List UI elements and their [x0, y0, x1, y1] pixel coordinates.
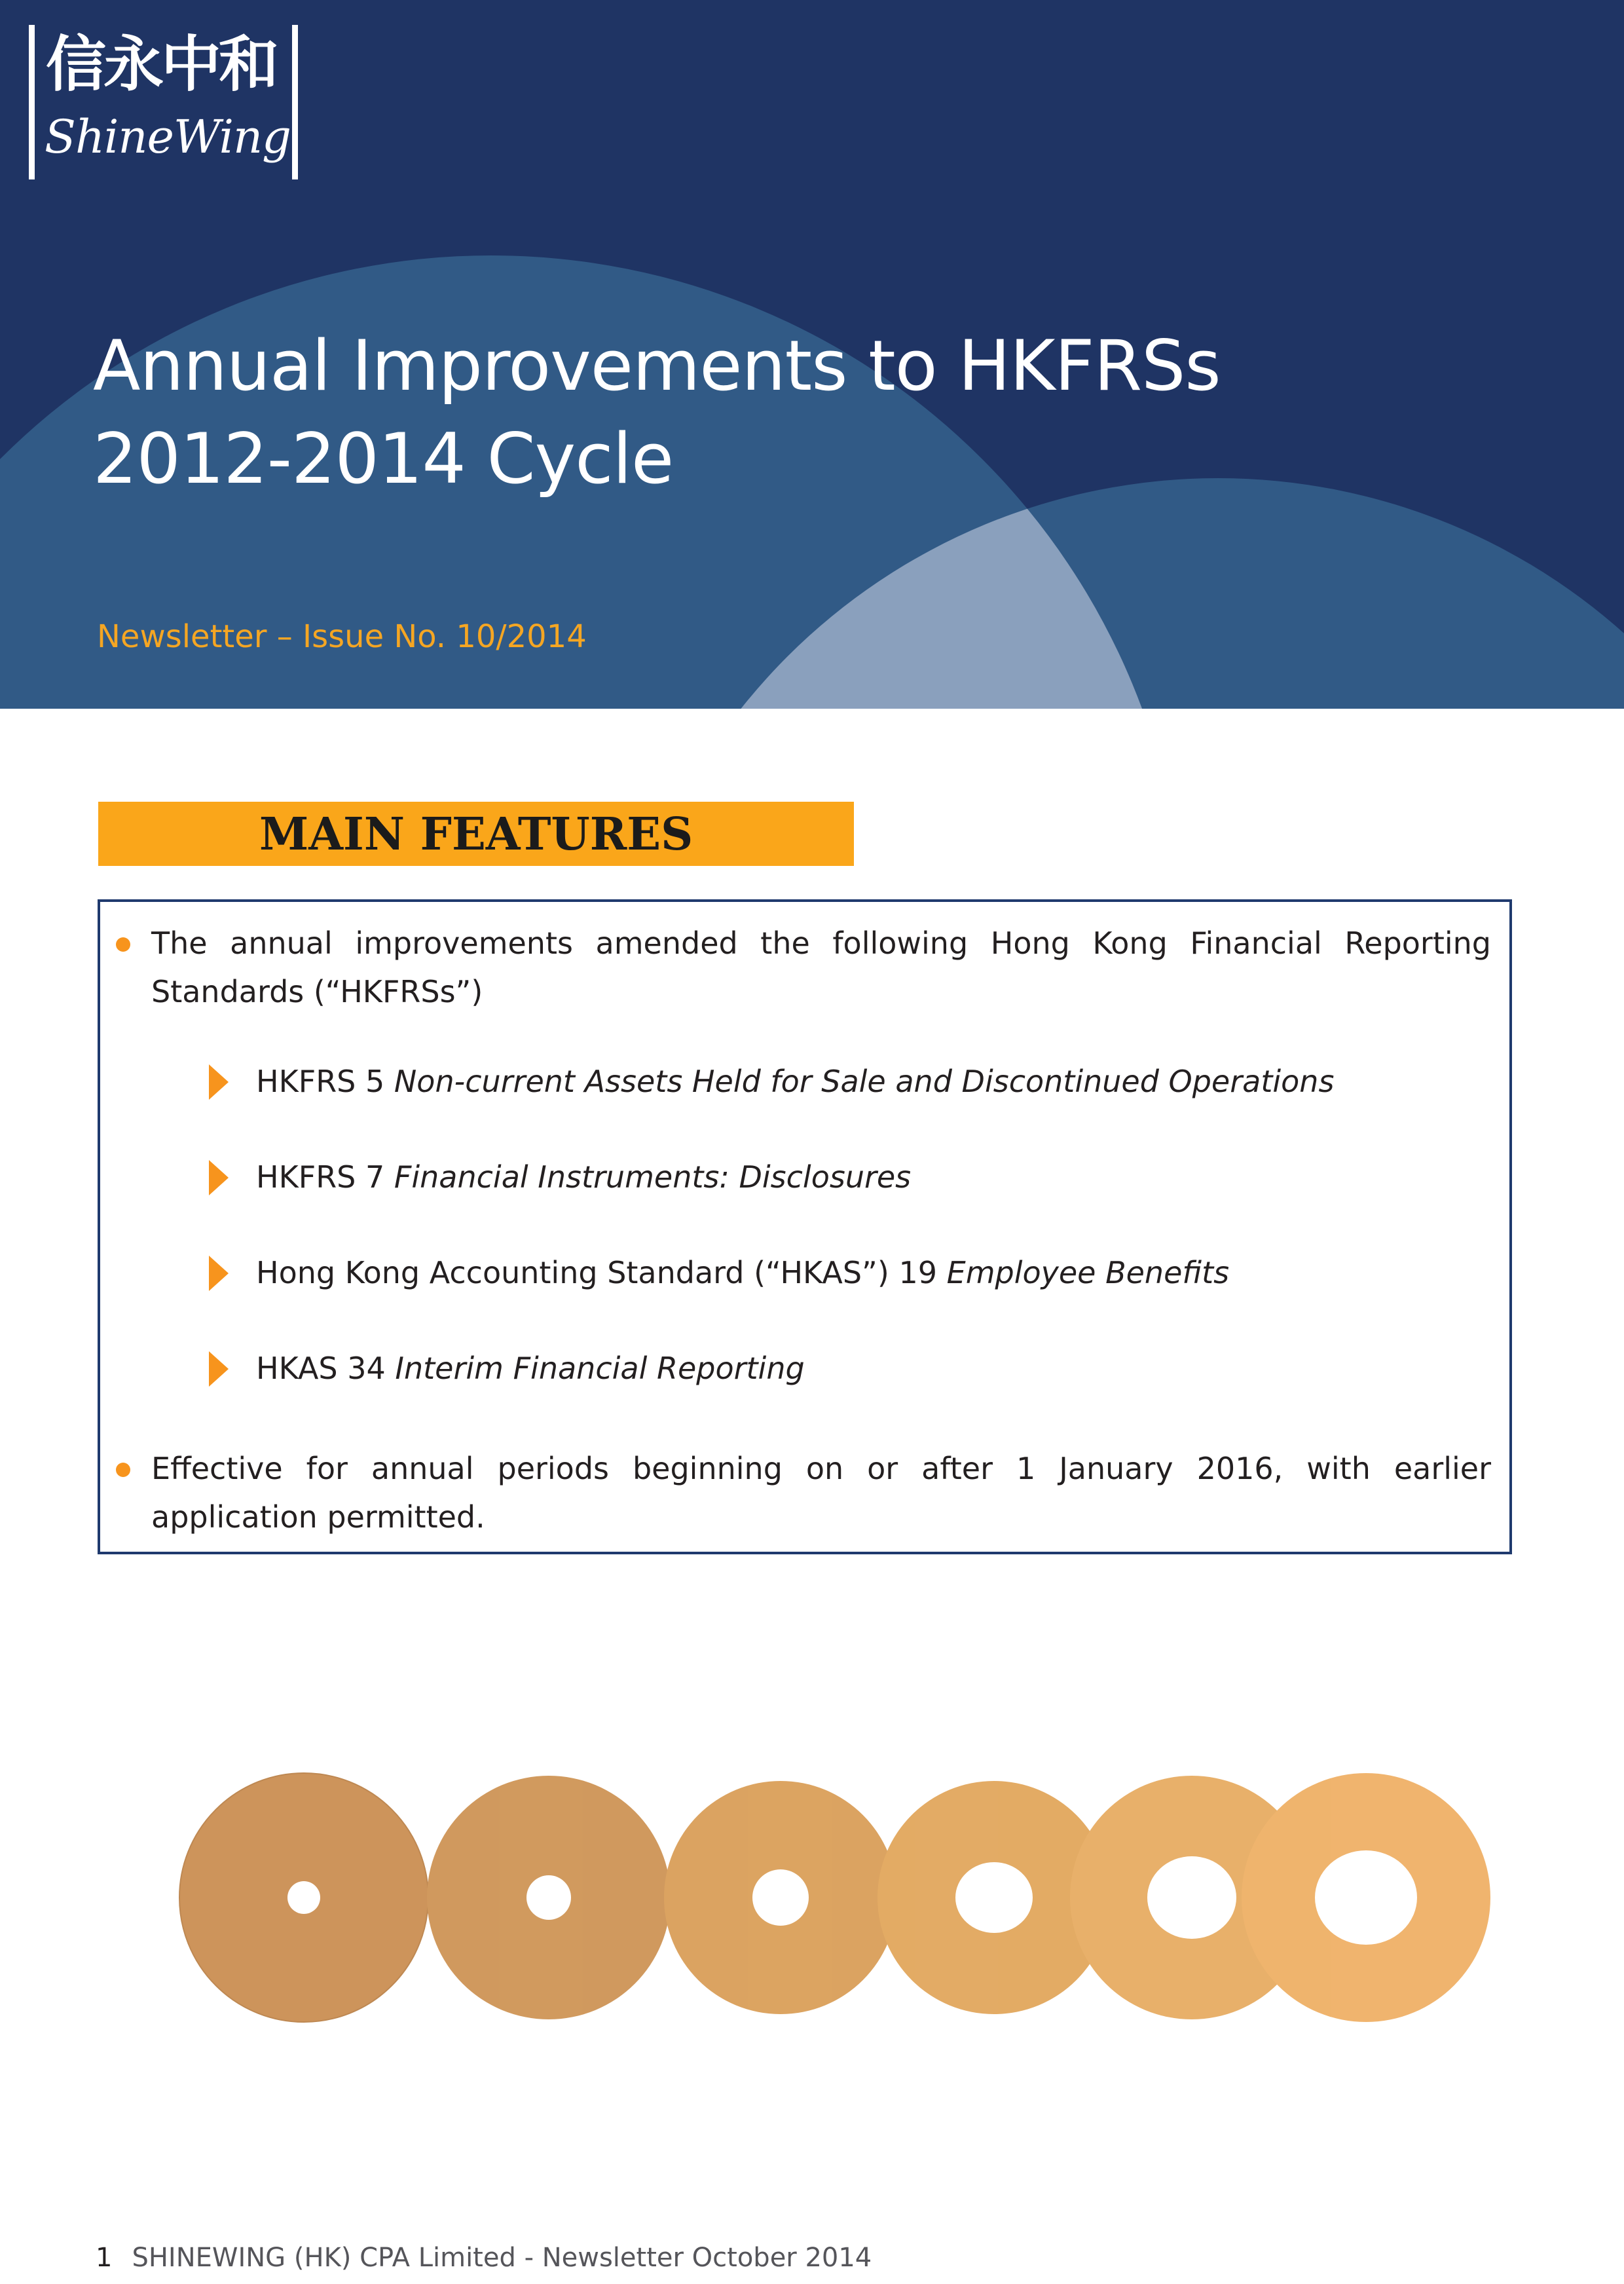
standard-item-2 — [256, 1157, 911, 1197]
standard-item-4 — [256, 1349, 805, 1388]
footer-text: SHINEWING (HK) CPA Limited - Newsletter October 2014 — [132, 2243, 872, 2273]
bullet-dot-2 — [116, 1463, 130, 1477]
standard-code-1: HKFRS 5 — [256, 1064, 385, 1099]
standard-code-3: Hong Kong Accounting Standard (“HKAS”) 19 — [256, 1255, 937, 1290]
standard-item-3 — [256, 1253, 1229, 1292]
standard-item-1 — [256, 1062, 1334, 1101]
bullet-text-2: Effective for annual periods beginning on or after 1 January 2016, with earlier application permitted. — [151, 1451, 1491, 1535]
standard-title-3: Employee Benefits — [946, 1255, 1230, 1290]
header-banner — [0, 0, 1624, 709]
title-line-2: 2012-2014 Cycle — [93, 419, 674, 499]
title-line-1: Annual Improvements to HKFRSs — [93, 326, 1221, 406]
standard-title-2: Financial Instruments: Disclosures — [394, 1159, 912, 1195]
ring-6-hole — [1315, 1850, 1417, 1945]
arrow-bullet-3 — [209, 1256, 229, 1291]
ring-1-hole — [287, 1881, 320, 1914]
decorative-rings — [170, 1765, 1513, 2027]
bullet-dot-1 — [116, 937, 130, 952]
arrow-bullet-2 — [209, 1160, 229, 1195]
page-title — [93, 320, 1221, 506]
page-number: 1 — [96, 2243, 113, 2273]
ring-2-hole — [526, 1875, 571, 1920]
standard-title-1: Non-current Assets Held for Sale and Discontinued Operations — [394, 1064, 1335, 1099]
standard-title-4: Interim Financial Reporting — [395, 1351, 805, 1386]
logo-right-bar — [292, 25, 298, 179]
arrow-bullet-1 — [209, 1064, 229, 1100]
main-features-heading: MAIN FEATURES — [259, 808, 693, 861]
logo-english-name: ShineWing — [45, 110, 291, 164]
standard-code-4: HKAS 34 — [256, 1351, 386, 1386]
arrow-bullet-4 — [209, 1351, 229, 1387]
page-footer — [96, 2243, 872, 2273]
newsletter-issue: Newsletter – Issue No. 10/2014 — [97, 618, 587, 655]
logo-chinese-name: 信永中和 — [46, 29, 277, 100]
shinewing-logo — [29, 25, 301, 179]
ring-3-hole — [752, 1869, 809, 1926]
main-features-box — [98, 899, 1512, 1554]
ring-5-hole — [1147, 1856, 1236, 1939]
main-features-heading-bar — [98, 802, 854, 866]
bullet-text-1: The annual improvements amended the following Hong Kong Financial Reporting Standards (“HKFRSs”) — [151, 926, 1491, 1009]
logo-left-bar — [29, 25, 35, 179]
standard-code-2: HKFRS 7 — [256, 1159, 385, 1195]
ring-4-hole — [955, 1862, 1033, 1933]
